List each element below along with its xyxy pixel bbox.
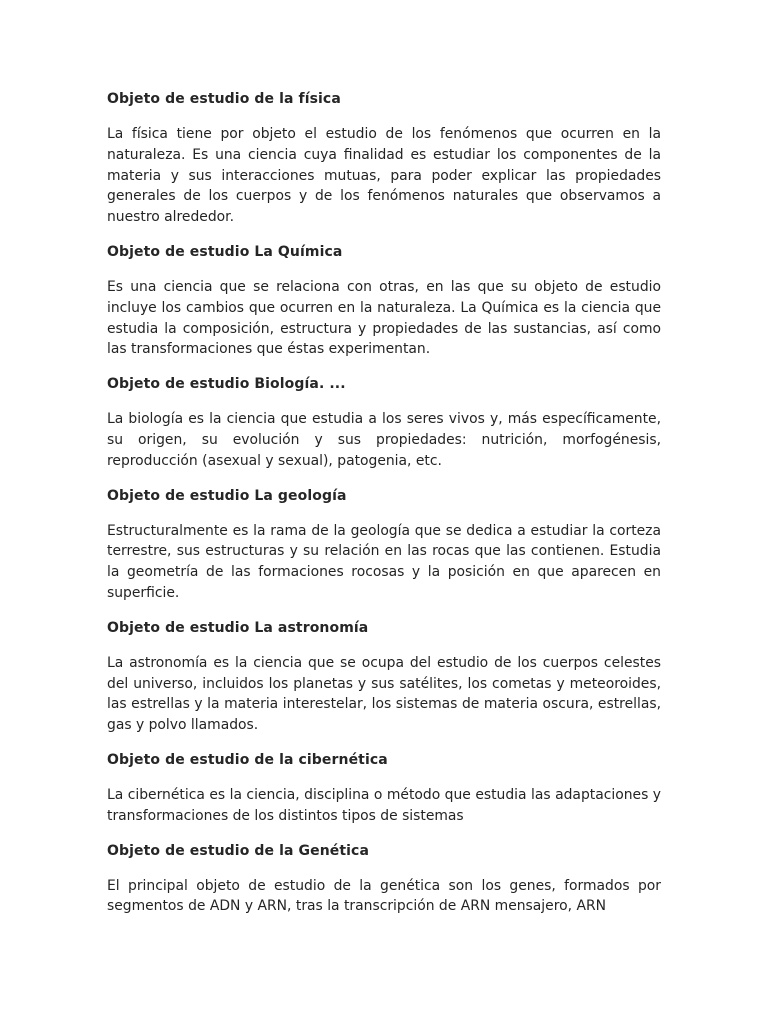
section-genetica	[107, 841, 661, 918]
section-body: El principal objeto de estudio de la genética son los genes, formados por segmentos de ADN y ARN, tras la transcripción de ARN mensajero, ARN	[107, 877, 661, 915]
section-body: La cibernética es la ciencia, disciplina o método que estudia las adaptaciones y transformaciones de los distintos tipos de sistemas	[107, 786, 661, 824]
document-page	[107, 89, 661, 932]
section-cibernetica	[107, 750, 661, 827]
section-heading: Objeto de estudio La Química	[107, 243, 343, 260]
section-astronomia	[107, 618, 661, 736]
section-heading: Objeto de estudio La geología	[107, 487, 347, 504]
section-quimica	[107, 242, 661, 360]
section-heading: Objeto de estudio de la cibernética	[107, 751, 388, 768]
section-body: Estructuralmente es la rama de la geología que se dedica a estudiar la corteza terrestre, sus estructuras y su relación en las rocas que las contienen. Estudia la geometría de las formaciones rocosas y la posición en que aparecen en superficie.	[107, 522, 661, 601]
section-heading: Objeto de estudio de la Genética	[107, 842, 369, 859]
section-body: La biología es la ciencia que estudia a los seres vivos y, más específicamente, su origen, su evolución y sus propiedades: nutrición, morfogénesis, reproducción (asexual y sexual), patogenia, etc.	[107, 411, 661, 469]
section-fisica	[107, 89, 661, 228]
section-biologia	[107, 374, 661, 471]
section-heading: Objeto de estudio de la física	[107, 91, 341, 107]
section-heading: Objeto de estudio La astronomía	[107, 619, 369, 636]
section-geologia	[107, 486, 661, 604]
section-body: La física tiene por objeto el estudio de los fenómenos que ocurren en la naturaleza. Es una ciencia cuya finalidad es estudiar los componentes de la materia y sus interacciones mutuas, para poder explicar las propiedades generales de los cuerpos y de los fenómenos naturales que observamos a nuestro alrededor.	[107, 126, 661, 226]
section-body: Es una ciencia que se relaciona con otras, en las que su objeto de estudio incluye los cambios que ocurren en la naturaleza. La Química es la ciencia que estudia la composición, estructura y propiedades de las sustancias, así como las transformaciones que éstas experimentan.	[107, 278, 661, 358]
section-heading: Objeto de estudio Biología. ...	[107, 376, 346, 393]
section-body: La astronomía es la ciencia que se ocupa del estudio de los cuerpos celestes del universo, incluidos los planetas y sus satélites, los cometas y meteoroides, las estrellas y la materia interestelar, los sistemas de materia oscura, estrellas, gas y polvo llamados.	[107, 654, 661, 734]
